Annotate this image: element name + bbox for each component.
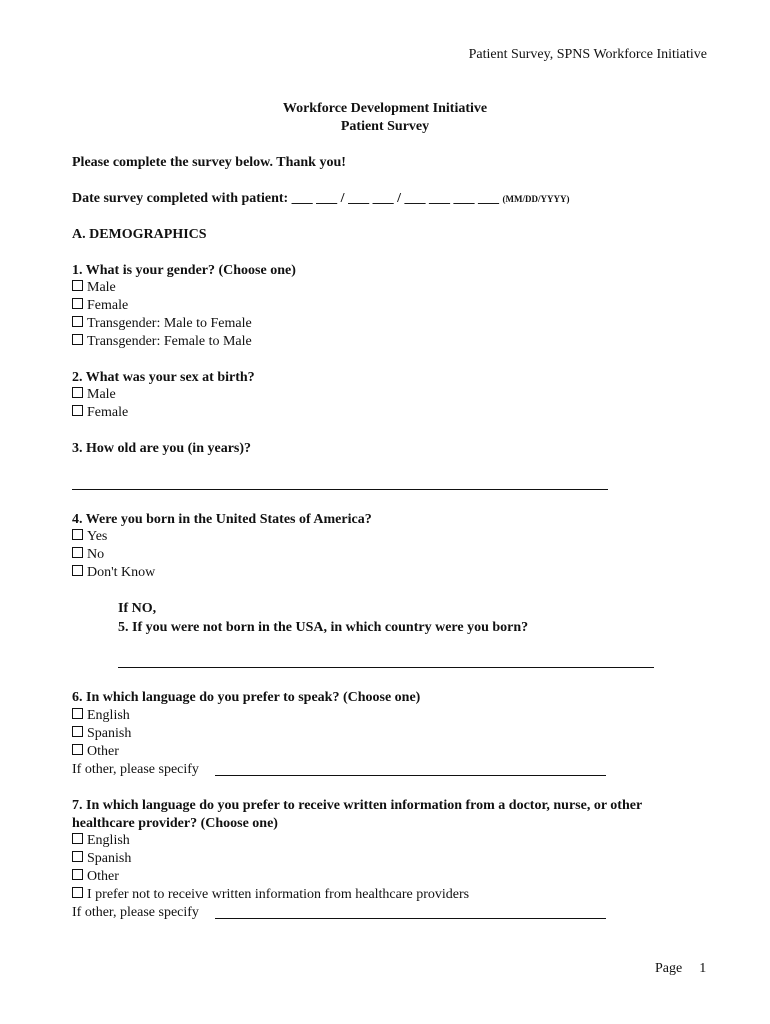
checkbox-icon[interactable] xyxy=(72,726,83,737)
document-subtitle: Patient Survey xyxy=(340,119,430,134)
page-footer xyxy=(655,961,706,977)
section-heading: A. DEMOGRAPHICS xyxy=(72,227,207,242)
intro-text: Please complete the survey below. Thank you! xyxy=(72,155,346,170)
q6-option-other[interactable]: Other xyxy=(72,744,119,760)
document-title: Workforce Development Initiative xyxy=(282,101,488,116)
checkbox-icon[interactable] xyxy=(72,887,83,898)
q6-specify-label: If other, please specify xyxy=(72,762,199,777)
page-number: 1 xyxy=(699,961,707,976)
q6-option-english[interactable]: English xyxy=(72,708,130,724)
question-5: 5. If you were not born in the USA, in which country were you born? xyxy=(118,620,529,635)
q7-option-spanish[interactable]: Spanish xyxy=(72,851,131,867)
checkbox-icon[interactable] xyxy=(72,298,83,309)
q5-answer-line[interactable] xyxy=(118,667,654,668)
q2-option-female[interactable]: Female xyxy=(72,405,128,421)
question-7: 7. In which language do you prefer to receive written information from a doctor, nurse, or other xyxy=(72,798,643,813)
q4-option-dont-know[interactable]: Don't Know xyxy=(72,565,155,581)
question-2: 2. What was your sex at birth? xyxy=(72,370,255,385)
checkbox-icon[interactable] xyxy=(72,869,83,880)
date-field[interactable] xyxy=(72,191,569,207)
question-1: 1. What is your gender? (Choose one) xyxy=(72,263,296,278)
q7-option-no-written[interactable]: I prefer not to receive written information from healthcare providers xyxy=(72,887,469,903)
checkbox-icon[interactable] xyxy=(72,744,83,755)
checkbox-icon[interactable] xyxy=(72,387,83,398)
q6-specify-line[interactable] xyxy=(215,775,606,776)
question-3: 3. How old are you (in years)? xyxy=(72,441,252,456)
date-format: (MM/DD/YYYY) xyxy=(502,194,570,204)
q6-option-spanish[interactable]: Spanish xyxy=(72,726,131,742)
checkbox-icon[interactable] xyxy=(72,280,83,291)
q4-option-yes[interactable]: Yes xyxy=(72,529,107,545)
q3-answer-line[interactable] xyxy=(72,489,608,490)
checkbox-icon[interactable] xyxy=(72,529,83,540)
q1-option-trans-mtf[interactable]: Transgender: Male to Female xyxy=(72,316,252,332)
question-4: 4. Were you born in the United States of America? xyxy=(72,512,372,527)
q1-option-male[interactable]: Male xyxy=(72,280,116,296)
checkbox-icon[interactable] xyxy=(72,833,83,844)
running-header: Patient Survey, SPNS Workforce Initiative xyxy=(468,47,707,62)
page-label: Page xyxy=(655,961,683,976)
q7-specify-line[interactable] xyxy=(215,918,606,919)
q7-option-english[interactable]: English xyxy=(72,833,130,849)
checkbox-icon[interactable] xyxy=(72,334,83,345)
checkbox-icon[interactable] xyxy=(72,405,83,416)
question-6: 6. In which language do you prefer to speak? (Choose one) xyxy=(72,690,421,705)
checkbox-icon[interactable] xyxy=(72,565,83,576)
q4-option-no[interactable]: No xyxy=(72,547,104,563)
q7-specify-label: If other, please specify xyxy=(72,905,199,920)
q5-condition: If NO, xyxy=(118,601,157,616)
question-7-cont: healthcare provider? (Choose one) xyxy=(72,816,278,831)
checkbox-icon[interactable] xyxy=(72,851,83,862)
q1-option-trans-ftm[interactable]: Transgender: Female to Male xyxy=(72,334,252,350)
date-label: Date survey completed with patient: ___ ___ / ___ ___ / ___ ___ ___ ___ xyxy=(72,191,499,206)
q7-option-other[interactable]: Other xyxy=(72,869,119,885)
checkbox-icon[interactable] xyxy=(72,708,83,719)
q1-option-female[interactable]: Female xyxy=(72,298,128,314)
checkbox-icon[interactable] xyxy=(72,547,83,558)
q2-option-male[interactable]: Male xyxy=(72,387,116,403)
checkbox-icon[interactable] xyxy=(72,316,83,327)
